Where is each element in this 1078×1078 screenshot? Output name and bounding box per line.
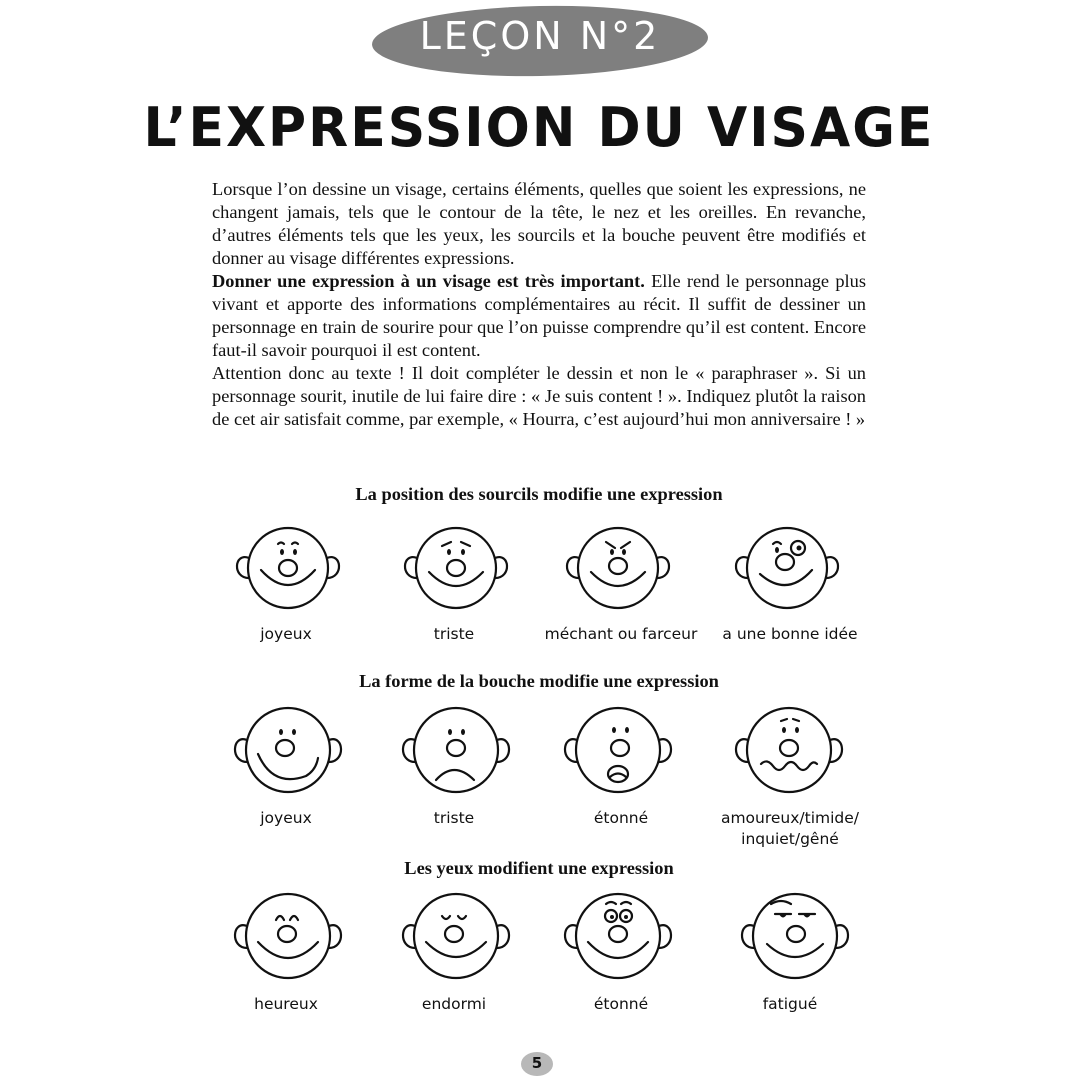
- paragraph-intro: Lorsque l’on dessine un visage, certains éléments, quelles que soient les expressions, ne changent jamais, tels que le contour de la tête, le nez et les oreilles. En revanche, d’autres éléments tels que les yeux, les sourcils et la bouche peuvent être modifiés et donner au visage différentes expressions.: [212, 179, 866, 268]
- caption-etonne-2: étonné: [593, 995, 649, 1013]
- body-text: [212, 178, 866, 431]
- face-happy-eyes: [228, 890, 348, 990]
- paragraph-importance: [212, 270, 866, 362]
- caption-bonne-idee: a une bonne idée: [722, 625, 858, 643]
- paragraph-importance-rest: Elle rend le personnage plus vivant et apporte des informations complémentaires au récit. Il suffit de dessiner un personnage en train de sourire pour que l’on puisse comprendre qu’il est content. Encore faut-il savoir pourquoi il est content.: [212, 271, 866, 360]
- paragraph-importance-bold: Donner une expression à un visage est très important.: [212, 271, 645, 291]
- face-shy-mouth: [727, 704, 847, 804]
- page-title: L’EXPRESSION DU VISAGE: [143, 96, 935, 160]
- section-title-eyes: Les yeux modifient une expression: [404, 858, 674, 878]
- face-mean-eyebrows: [558, 522, 678, 622]
- caption-triste-1: triste: [433, 625, 475, 643]
- page-number: 5: [531, 1054, 543, 1072]
- caption-etonne-1: étonné: [593, 809, 649, 827]
- face-joyful-eyebrows: [228, 522, 348, 622]
- face-sad-mouth: [396, 704, 516, 804]
- face-idea-eyebrows: [727, 522, 847, 622]
- face-tired-eyes: [735, 890, 855, 990]
- face-surprised-mouth: [558, 704, 678, 804]
- caption-endormi: endormi: [421, 995, 487, 1013]
- caption-amoureux: amoureux/timide/ inquiet/gêné: [720, 809, 860, 848]
- face-surprised-eyes: [558, 890, 678, 990]
- caption-heureux: heureux: [254, 995, 318, 1013]
- caption-joyeux-2: joyeux: [260, 809, 312, 827]
- section-title-mouth: La forme de la bouche modifie une expression: [359, 671, 719, 691]
- section-title-eyebrows: La position des sourcils modifie une expression: [355, 484, 723, 504]
- face-sleepy-eyes: [396, 890, 516, 990]
- caption-triste-2: triste: [433, 809, 475, 827]
- face-joyful-mouth: [228, 704, 348, 804]
- caption-joyeux-1: joyeux: [260, 625, 312, 643]
- caption-mechant: méchant ou farceur: [544, 625, 698, 643]
- paragraph-attention: Attention donc au texte ! Il doit compléter le dessin et non le « paraphraser ». Si un personnage sourit, inutile de lui faire dire : « Je suis content ! ». Indiquez plutôt la raison de cet air satisfait comme, par exemple, « Hourra, c’est aujourd’hui mon anniversaire ! »: [212, 363, 866, 429]
- face-sad-eyebrows: [396, 522, 516, 622]
- lesson-label: LEÇON N°2: [419, 14, 661, 58]
- caption-fatigue: fatigué: [762, 995, 818, 1013]
